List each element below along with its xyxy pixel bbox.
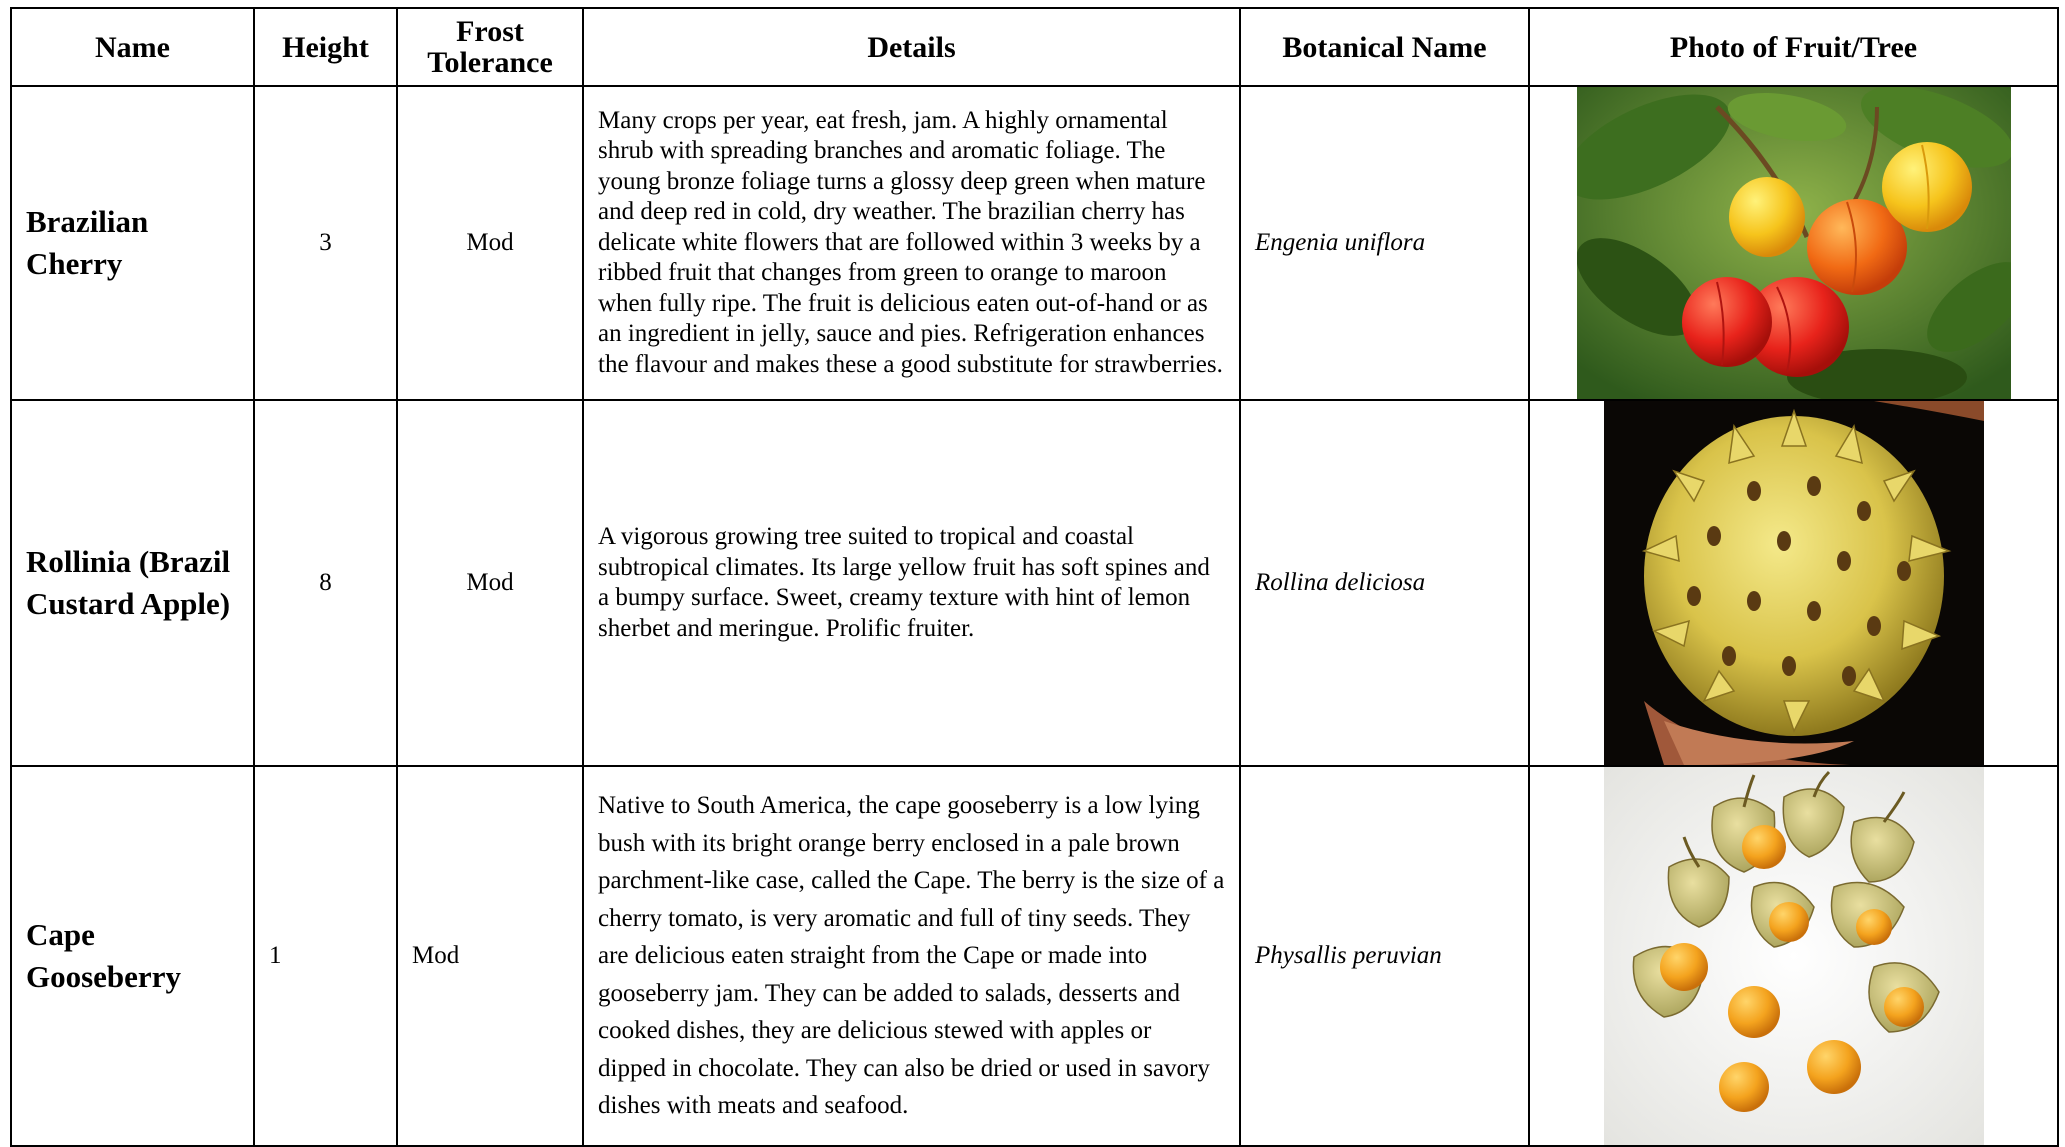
cape-gooseberry-photo [1604, 767, 1984, 1145]
row-details: A vigorous growing tree suited to tropical and coastal subtropical climates. Its large yellow fruit has soft spines and a bumpy surface. Sweet, creamy texture with hint of lemon sherbet and meringue. Prolific fruiter. [583, 400, 1240, 766]
row-frost: Mod [397, 400, 583, 766]
row-details: Native to South America, the cape gooseberry is a low lying bush with its bright orange berry enclosed in a pale brown parchment-like case, called the Cape. The berry is the size of a cherry tomato, is very aromatic and full of tiny seeds. They are delicious eaten straight from the Cape or made into gooseberry jam. They can be added to salads, desserts and cooked dishes, they are delicious stewed with apples or dipped in chocolate. They can also be dried or used in savory dishes with meats and seafood. [583, 766, 1240, 1146]
header-details: Details [583, 8, 1240, 86]
header-frost-line1: Frost [456, 15, 524, 48]
row-details: Many crops per year, eat fresh, jam. A highly ornamental shrub with spreading branches and aromatic foliage. The young bronze foliage turns a glossy deep green when mature and deep red in cold, dry weather. The brazilian cherry has delicate white flowers that are followed within 3 weeks by a ribbed fruit that changes from green to orange to maroon when fully ripe. The fruit is delicious eaten out-of-hand or as an ingredient in jelly, sauce and pies. Refrigeration enhances the flavour and makes these a good substitute for strawberries. [583, 86, 1240, 400]
row-name-line2: Cherry [26, 246, 123, 281]
header-botanical-name: Botanical Name [1240, 8, 1529, 86]
header-photo: Photo of Fruit/Tree [1529, 8, 2058, 86]
row-height: 3 [254, 86, 397, 400]
row-name-line2: Gooseberry [26, 959, 181, 994]
row-frost: Mod [397, 766, 583, 1146]
row-photo-cell [1529, 86, 2058, 400]
table-row [11, 400, 2058, 766]
fruit-tree-table [10, 7, 2059, 1147]
header-row [11, 8, 2058, 86]
row-height: 1 [254, 766, 397, 1146]
row-name [11, 766, 254, 1146]
row-height: 8 [254, 400, 397, 766]
row-photo-cell [1529, 400, 2058, 766]
rollinia-fruit-photo [1604, 401, 1984, 765]
row-name [11, 400, 254, 766]
row-botanical-name: Engenia uniflora [1240, 86, 1529, 400]
row-name-line1: Cape [26, 917, 95, 952]
table-row [11, 86, 2058, 400]
table-row [11, 766, 2058, 1146]
header-height: Height [254, 8, 397, 86]
row-name-line2: Custard Apple) [26, 586, 231, 621]
brazilian-cherry-photo [1577, 87, 2011, 399]
row-name-line1: Rollinia (Brazil [26, 544, 231, 579]
row-photo-cell [1529, 766, 2058, 1146]
row-botanical-name: Rollina deliciosa [1240, 400, 1529, 766]
row-botanical-name: Physallis peruvian [1240, 766, 1529, 1146]
row-name [11, 86, 254, 400]
header-name: Name [11, 8, 254, 86]
row-name-line1: Brazilian [26, 204, 149, 239]
header-frost-tolerance [397, 8, 583, 86]
row-frost: Mod [397, 86, 583, 400]
header-frost-line2: Tolerance [427, 46, 553, 79]
